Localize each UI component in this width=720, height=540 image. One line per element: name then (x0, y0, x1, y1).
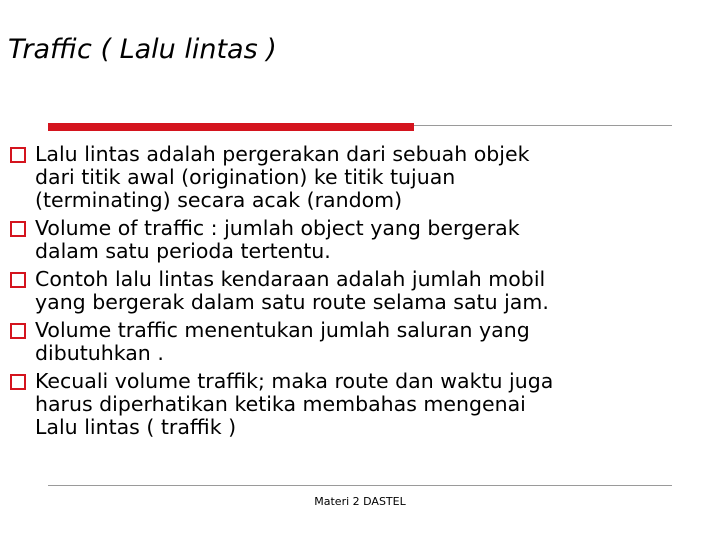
bullet-item (10, 143, 710, 212)
bullet-list (10, 143, 710, 444)
hollow-square-icon (10, 272, 26, 288)
bullet-item (10, 319, 710, 365)
slide-footer: Materi 2 DASTEL (314, 495, 406, 508)
hollow-square-icon (10, 374, 26, 390)
hollow-square-icon (10, 147, 26, 163)
bullet-text-line: dibutuhkan . (35, 341, 164, 365)
bullet-text-line: (terminating) secara acak (random) (35, 188, 403, 212)
bullet-item (10, 370, 710, 439)
bullet-text-line: Lalu lintas adalah pergerakan dari sebuah objek (35, 142, 530, 166)
slide-title: Traffic ( Lalu lintas ) (8, 34, 277, 65)
bullet-text-line: dalam satu perioda tertentu. (35, 239, 331, 263)
bullet-text-line: Contoh lalu lintas kendaraan adalah jumlah mobil (35, 267, 546, 291)
bullet-text-line: yang bergerak dalam satu route selama satu jam. (35, 290, 549, 314)
bullet-text-line: Volume of traffic : jumlah object yang bergerak (35, 216, 520, 240)
bullet-item (10, 268, 710, 314)
bullet-text-line: Volume traffic menentukan jumlah saluran yang (35, 318, 530, 342)
bullet-text-line: dari titik awal (origination) ke titik tujuan (35, 165, 456, 189)
bullet-text-line: Kecuali volume traffik; maka route dan waktu juga (35, 369, 554, 393)
title-accent-bar (48, 123, 414, 131)
hollow-square-icon (10, 221, 26, 237)
bullet-text-line: harus diperhatikan ketika membahas mengenai (35, 392, 526, 416)
hollow-square-icon (10, 323, 26, 339)
bullet-text-line: Lalu lintas ( traffik ) (35, 415, 237, 439)
bullet-item (10, 217, 710, 263)
footer-divider-line (48, 485, 672, 486)
